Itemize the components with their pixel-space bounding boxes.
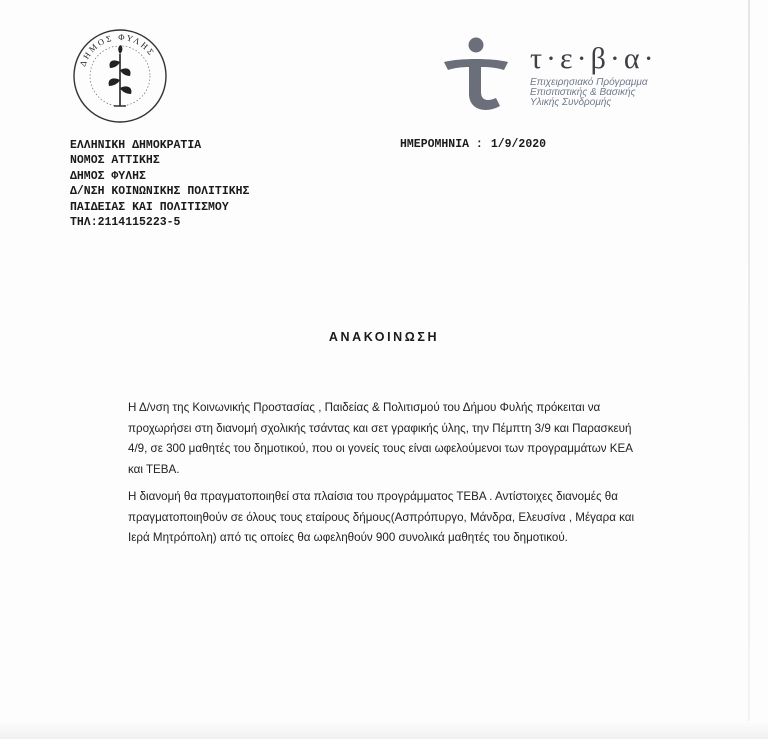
issuer-phone: ΤΗΛ:2114115223-5 — [70, 216, 181, 230]
paragraph-line: και ΤΕΒΑ. — [128, 462, 180, 476]
scan-edge — [748, 0, 750, 739]
paragraph-line: 4/9, σε 300 μαθητές του δημοτικού, που οι γονείς τους είναι ωφελούμενοι των προγραμμάτων ΚΕΑ — [128, 442, 633, 455]
teba-logo — [440, 36, 660, 116]
body-paragraph-2 — [128, 487, 652, 549]
issuer-line: ΝΟΜΟΣ ΑΤΤΙΚΗΣ — [70, 154, 160, 168]
paragraph-line: πραγματοποιηθούν σε όλους τους εταίρους δήμους(Ασπρόπυργο, Μάνδρα, Ελευσίνα , Μέγαρα και — [128, 510, 635, 524]
issuer-line: ΔΗΜΟΣ ΦΥΛΗΣ — [70, 169, 146, 183]
paragraph-line: Ιερά Μητρόπολη) από τις οποίες θα ωφεληθούν 900 συνολικά μαθητές του δημοτικού. — [128, 531, 568, 544]
teba-name: τ·ε·β·α· — [530, 42, 658, 75]
seal-text: ΔΗΜΟΣ ΦΥΛΗΣ — [77, 31, 158, 68]
teba-subtitle-line: Επιχειρησιακό Πρόγραμμα — [530, 77, 648, 88]
teba-subtitle-line: Επισιτιστικής & Βασικής — [530, 87, 636, 98]
date-label: ΗΜΕΡΟΜΗΝΙΑ : — [400, 138, 483, 151]
teba-subtitle-line: Υλικής Συνδρομής — [530, 97, 612, 108]
teba-subtitle — [530, 78, 660, 108]
body-paragraph-1 — [128, 398, 652, 480]
paragraph-line: Η Δ/νση της Κοινωνικής Προστασίας , Παιδείας & Πολιτισμού του Δήμου Φυλής πρόκειται να — [128, 401, 601, 414]
paragraph-line: προχωρήσει στη διανομή σχολικής τσάντας και σετ γραφικής ύλης, την Πέμπτη 3/9 και Παρασκευή — [128, 421, 632, 435]
announcement-title: ΑΝΑΚΟΙΝΩΣΗ — [328, 330, 440, 344]
issuer-line: ΠΑΙΔΕΙΑΣ ΚΑΙ ΠΟΛΙΤΙΣΜΟΥ — [70, 200, 229, 214]
issuer-block — [70, 138, 249, 230]
paragraph-line: Η διανομή θα πραγματοποιηθεί στα πλαίσια του προγράμματος ΤΕΒΑ . Αντίστοιχες διανομές θα — [128, 490, 618, 503]
issuer-line: ΕΛΛΗΝΙΚΗ ΔΗΜΟΚΡΑΤΙΑ — [70, 139, 202, 152]
scan-bottom-shadow — [0, 721, 768, 739]
date-value: 1/9/2020 — [490, 138, 547, 151]
date-line — [400, 138, 554, 151]
municipal-seal-logo — [72, 28, 168, 124]
teba-mark-icon — [440, 36, 512, 112]
issuer-line: Δ/ΝΣΗ ΚΟΙΝΩΝΙΚΗΣ ΠΟΛΙΤΙΚΗΣ — [70, 185, 250, 199]
